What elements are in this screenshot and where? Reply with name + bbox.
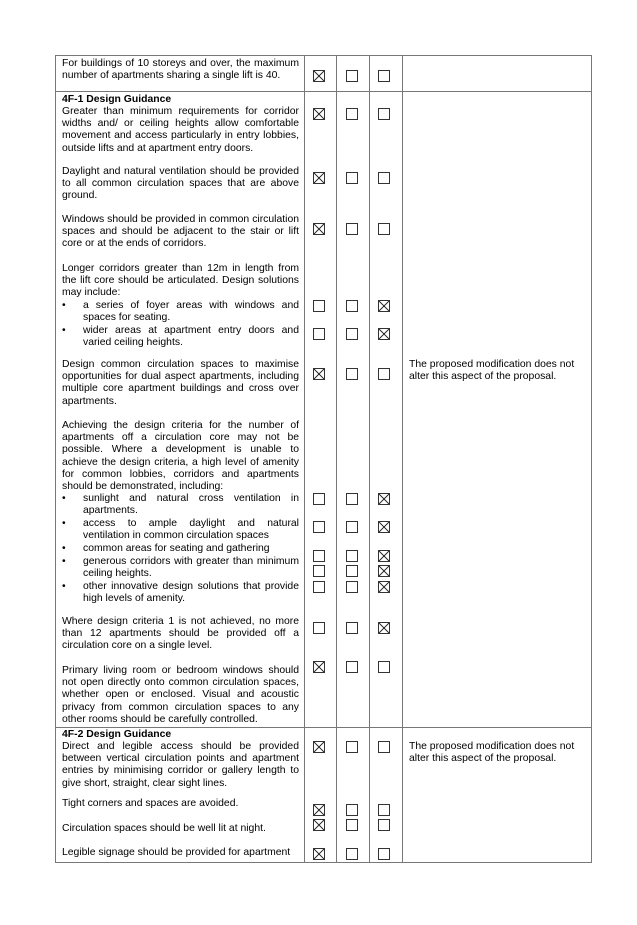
checkbox[interactable] — [346, 328, 358, 340]
checkbox[interactable] — [313, 565, 325, 577]
checkbox[interactable] — [378, 741, 390, 753]
checkbox[interactable] — [346, 70, 358, 82]
checkbox-checked[interactable] — [378, 328, 390, 340]
checkbox-checked[interactable] — [313, 223, 325, 235]
bullet-text: sunlight and natural cross ventilation in apartments. — [83, 493, 299, 517]
checkbox-checked[interactable] — [378, 581, 390, 593]
requirement-text: For buildings of 10 storeys and over, the maximum number of apartments sharing a single lift is 40. — [62, 58, 299, 82]
checkbox[interactable] — [313, 521, 325, 533]
checkbox-checked[interactable] — [378, 493, 390, 505]
column-divider — [369, 56, 370, 862]
checkbox[interactable] — [346, 521, 358, 533]
checkbox[interactable] — [346, 172, 358, 184]
checkbox-checked[interactable] — [313, 804, 325, 816]
checkbox[interactable] — [378, 368, 390, 380]
bullet: • — [62, 543, 66, 554]
checkbox-checked[interactable] — [313, 108, 325, 120]
checkbox[interactable] — [346, 300, 358, 312]
checkbox[interactable] — [313, 550, 325, 562]
bullet-text: common areas for seating and gathering — [83, 543, 270, 554]
checkbox[interactable] — [313, 493, 325, 505]
bullet-text: other innovative design solutions that provide high levels of amenity. — [83, 581, 299, 605]
checkbox-checked[interactable] — [313, 741, 325, 753]
checkbox[interactable] — [346, 550, 358, 562]
checkbox[interactable] — [378, 819, 390, 831]
row-divider — [56, 91, 591, 92]
checkbox[interactable] — [378, 108, 390, 120]
comment-text: The proposed modification does not alter this aspect of the proposal. — [409, 359, 575, 383]
checkbox-checked[interactable] — [378, 550, 390, 562]
checkbox-checked[interactable] — [313, 661, 325, 673]
requirement-text: Primary living room or bedroom windows should not open directly onto common circulation spaces, whether open or enclosed. Visual and acoustic privacy from common circulation spaces to any other rooms should be carefully controlled. — [62, 665, 299, 725]
checkbox-checked[interactable] — [378, 622, 390, 634]
checkbox-checked[interactable] — [378, 300, 390, 312]
checkbox[interactable] — [346, 848, 358, 860]
bullet: • — [62, 300, 66, 311]
column-divider — [304, 56, 305, 862]
checkbox[interactable] — [346, 223, 358, 235]
bullet: • — [62, 493, 66, 504]
checkbox[interactable] — [313, 581, 325, 593]
checkbox-checked[interactable] — [313, 848, 325, 860]
checkbox-checked[interactable] — [378, 521, 390, 533]
row-divider — [56, 727, 591, 728]
requirement-text: Greater than minimum requirements for corridor widths and/ or ceiling heights allow comfortable movement and access particularly in entry lobbies, outside lifts and at apartment entry doors. — [62, 106, 299, 154]
bullet-text: a series of foyer areas with windows and spaces for seating. — [83, 300, 299, 324]
comment-text: The proposed modification does not alter this aspect of the proposal. — [409, 741, 575, 765]
column-divider — [336, 56, 337, 862]
section-heading: 4F-1 Design Guidance — [62, 94, 172, 105]
bullet: • — [62, 581, 66, 592]
checkbox-checked[interactable] — [313, 819, 325, 831]
bullet: • — [62, 556, 66, 567]
checkbox[interactable] — [313, 328, 325, 340]
requirement-text: Longer corridors greater than 12m in length from the lift core should be articulated. Design solutions may include: — [62, 263, 299, 299]
checkbox[interactable] — [346, 581, 358, 593]
checkbox[interactable] — [346, 565, 358, 577]
bullet-text: wider areas at apartment entry doors and varied ceiling heights. — [83, 325, 299, 349]
bullet: • — [62, 325, 66, 336]
bullet-text: generous corridors with greater than minimum ceiling heights. — [83, 556, 299, 580]
bullet: • — [62, 518, 66, 529]
checkbox[interactable] — [346, 493, 358, 505]
checkbox-checked[interactable] — [378, 565, 390, 577]
requirement-text: Daylight and natural ventilation should be provided to all common circulation spaces that are above ground. — [62, 166, 299, 202]
section-heading: 4F-2 Design Guidance — [62, 729, 172, 740]
checkbox[interactable] — [378, 70, 390, 82]
checkbox[interactable] — [346, 661, 358, 673]
requirement-text: Tight corners and spaces are avoided. — [62, 798, 239, 809]
column-divider — [402, 56, 403, 862]
requirement-text: Design common circulation spaces to maximise opportunities for dual aspect apartments, including multiple core apartment buildings and cross over apartments. — [62, 359, 299, 407]
checkbox[interactable] — [313, 622, 325, 634]
checkbox-checked[interactable] — [313, 172, 325, 184]
requirement-text: Legible signage should be provided for apartment — [62, 847, 291, 858]
checkbox-checked[interactable] — [313, 70, 325, 82]
checkbox[interactable] — [346, 819, 358, 831]
checkbox[interactable] — [378, 661, 390, 673]
bullet-text: access to ample daylight and natural ventilation in common circulation spaces — [83, 518, 299, 542]
requirement-text: Direct and legible access should be provided between vertical circulation points and apartment entries by minimising corridor or gallery length to give short, straight, clear sight lines. — [62, 741, 299, 789]
checkbox[interactable] — [378, 804, 390, 816]
checkbox[interactable] — [346, 108, 358, 120]
checkbox[interactable] — [346, 368, 358, 380]
checkbox[interactable] — [346, 804, 358, 816]
checkbox[interactable] — [378, 848, 390, 860]
checkbox-checked[interactable] — [313, 368, 325, 380]
checkbox[interactable] — [313, 300, 325, 312]
checkbox[interactable] — [378, 223, 390, 235]
requirement-text: Achieving the design criteria for the number of apartments off a circulation core may not be possible. Where a development is unable to achieve the design criteria, a high level of amenity for common lobbies, corridors and apartments should be demonstrated, including: — [62, 420, 299, 493]
checkbox[interactable] — [346, 741, 358, 753]
requirement-text: Windows should be provided in common circulation spaces and should be adjacent to the stair or lift core or at the ends of corridors. — [62, 214, 299, 250]
checkbox[interactable] — [378, 172, 390, 184]
compliance-table — [55, 55, 592, 863]
requirement-text: Circulation spaces should be well lit at night. — [62, 823, 266, 834]
checkbox[interactable] — [346, 622, 358, 634]
requirement-text: Where design criteria 1 is not achieved, no more than 12 apartments should be provided off a circulation core on a single level. — [62, 616, 299, 652]
